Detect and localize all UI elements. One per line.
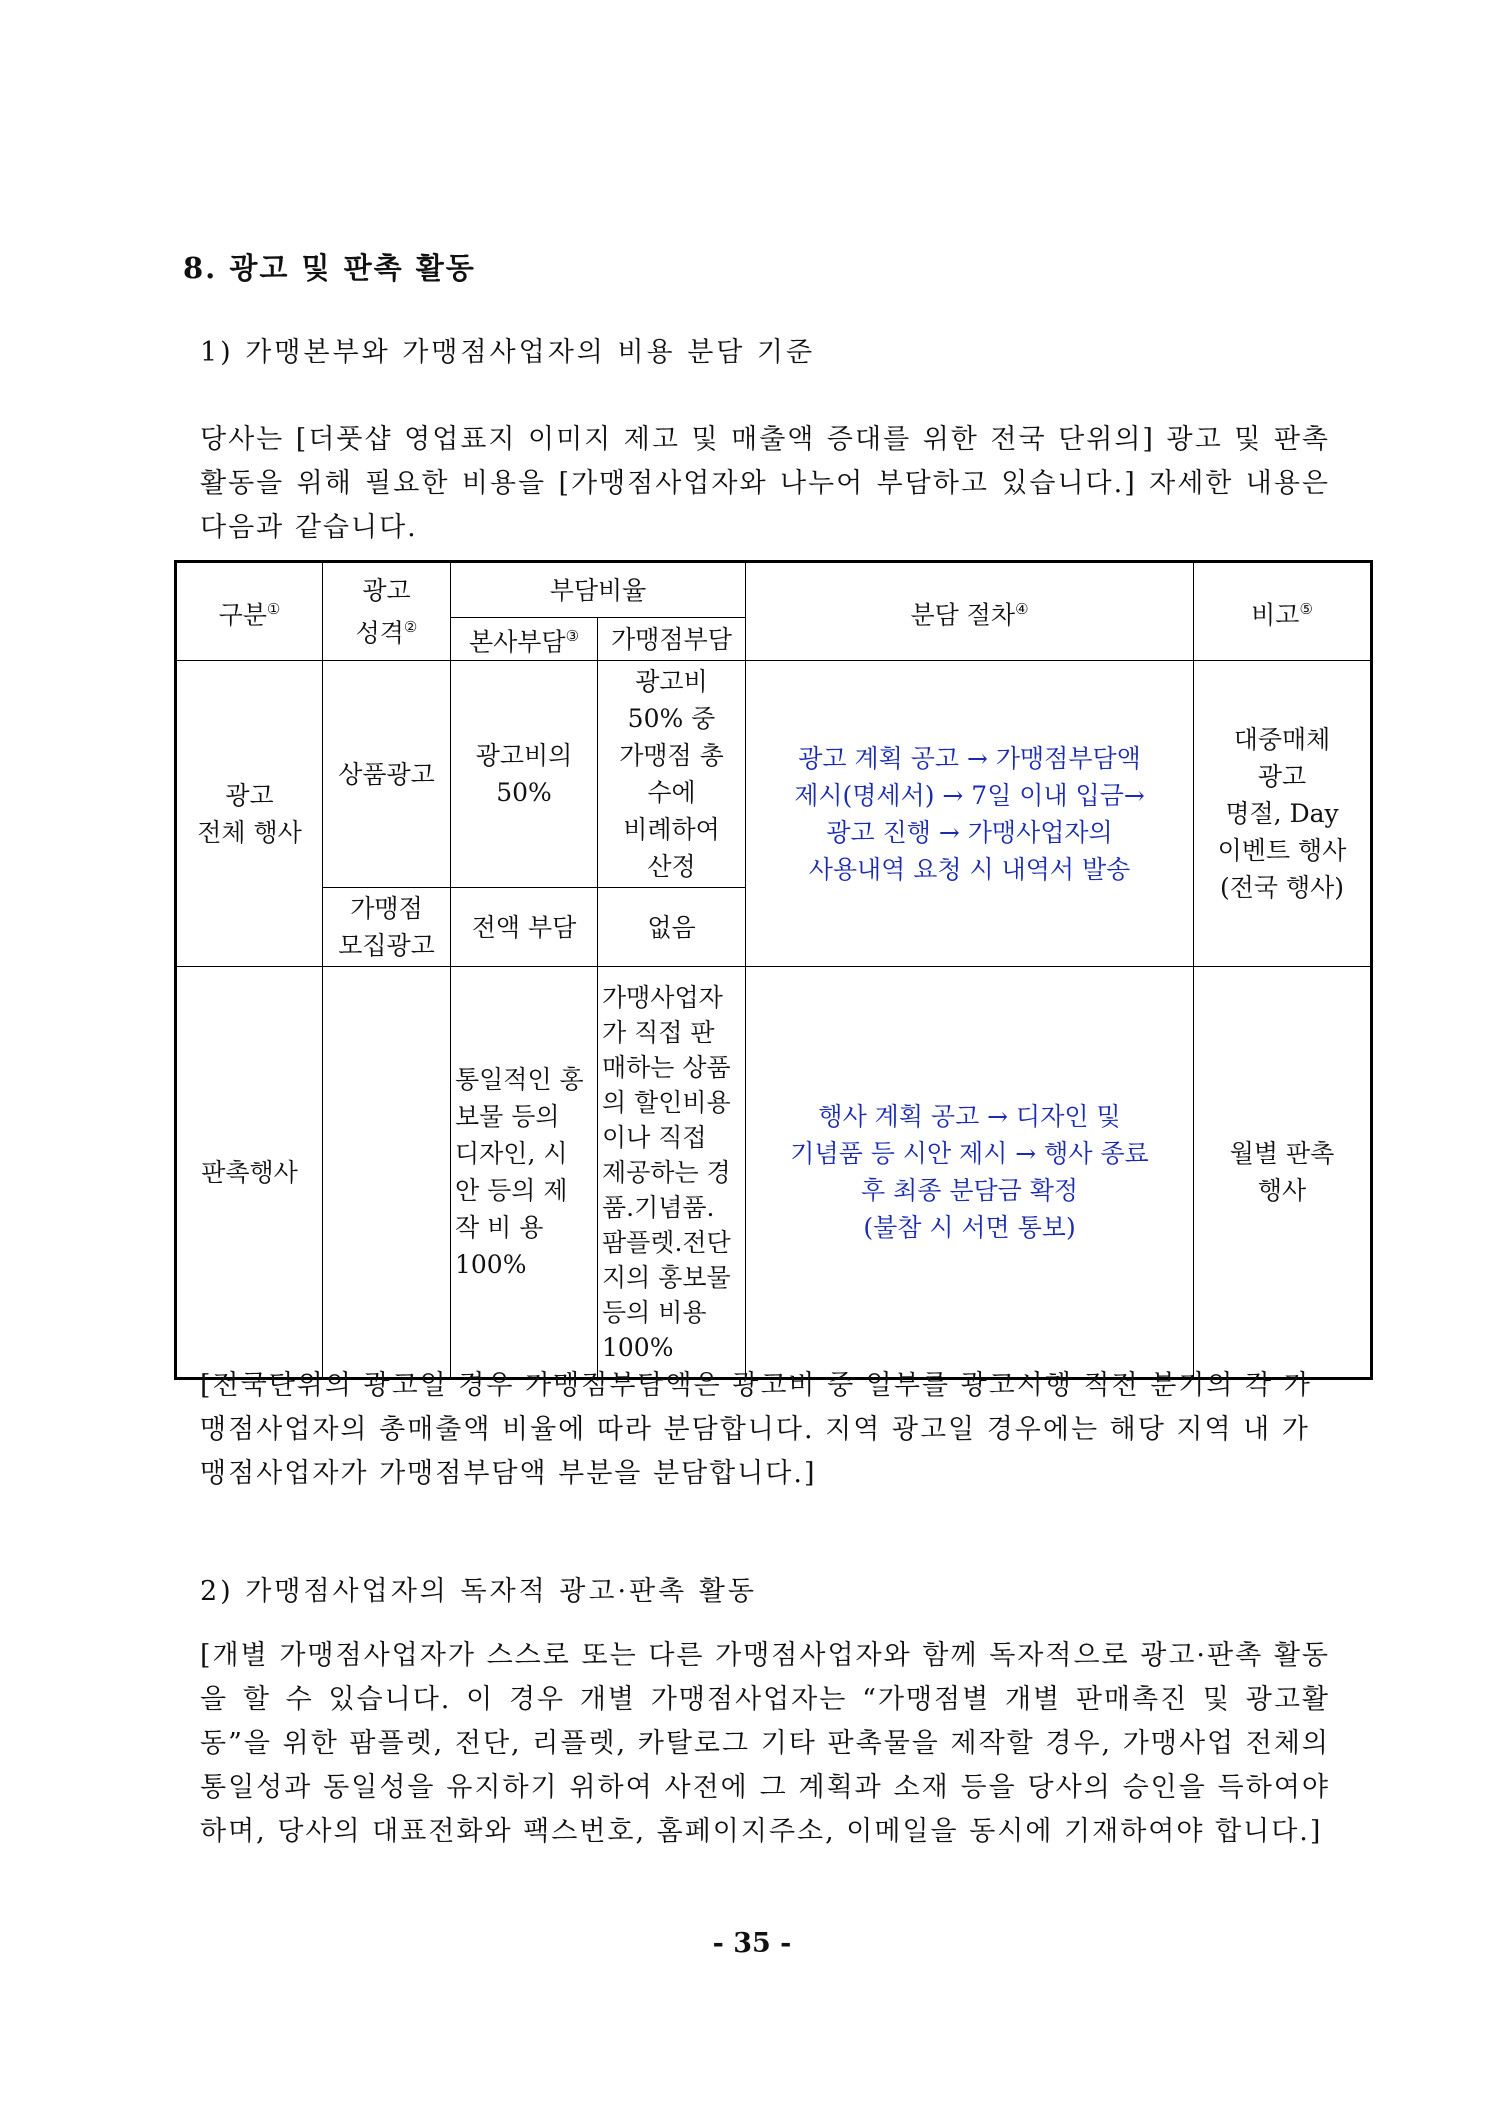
row2-hq-share: 전액 부담 — [451, 888, 598, 967]
row1-category: 광고 전체 행사 — [176, 661, 323, 967]
row1-hq-share: 광고비의 50% — [451, 661, 598, 888]
row1-procedure: 광고 계획 공고 → 가맹점부담액 제시(명세서) → 7일 이내 입금→ 광고 진행 → 가맹사업자의 사용내역 요청 시 내역서 발송 — [746, 661, 1194, 967]
row1-remarks: 대중매체 광고 명절, Day 이벤트 행사 (전국 행사) — [1194, 661, 1372, 967]
subsection-2-paragraph: [개별 가맹점사업자가 스스로 또는 다른 가맹점사업자와 함께 독자적으로 광고·판촉 활동을 할 수 있습니다. 이 경우 개별 가맹점사업자는 “가맹점별 개별 판매촉진 및 광고활동”을 위한 팜플렛, 전단, 리플렛, 카탈로그 기타 판촉물을 제작할 경우, 가맹사업 전체의 통일성과 동일성을 유지하기 위하여 사전에 그 계획과 소재 등을 당사의 승인을 득하여야 하며, 당사의 대표전화와 팩스번호, 홈페이지주소, 이메일을 동시에 기재하여야 합니다.] — [200, 1640, 1330, 1847]
subsection-2-title: 2) 가맹점사업자의 독자적 광고·판촉 활동 — [200, 1576, 757, 1607]
row3-remarks: 월별 판촉 행사 — [1194, 967, 1372, 1379]
header-franchisee-share: 가맹점부담 — [598, 618, 746, 661]
intro-paragraph: 당사는 [더풋샵 영업표지 이미지 제고 및 매출액 증대를 위한 전국 단위의] 광고 및 판촉 활동을 위해 필요한 비용을 [가맹점사업자와 나누어 부담하고 있습니다.] 자세한 내용은 다음과 같습니다. — [200, 424, 1330, 543]
header-category: 구분① — [176, 562, 323, 661]
row3-franchisee-share: 가맹사업자 가 직접 판 매하는 상품 의 할인비용 이나 직접 제공하는 경 품.기념품. 팜플렛.전단 지의 홍보물 등의 비용 100% — [598, 967, 746, 1379]
row3-category: 판촉행사 — [176, 967, 323, 1379]
header-hq-share: 본사부담③ — [451, 618, 598, 661]
header-ad-type: 광고 성격② — [323, 562, 451, 661]
header-remarks: 비고⑤ — [1194, 562, 1372, 661]
table-footnote: [전국단위의 광고일 경우 가맹점부담액은 광고비 중 일부를 광고시행 직전 분기의 각 가맹점사업자의 총매출액 비율에 따라 분담합니다. 지역 광고일 경우에는 해당 지역 내 가맹점사업자가 가맹점부담액 부분을 분담합니다.] — [200, 1370, 1312, 1489]
row1-franchisee-share: 광고비 50% 중 가맹점 총 수에 비례하여 산정 — [598, 661, 746, 888]
row2-ad-type: 가맹점 모집광고 — [323, 888, 451, 967]
row2-franchisee-share: 없음 — [598, 888, 746, 967]
header-procedure: 분담 절차④ — [746, 562, 1194, 661]
page-number: - 35 - — [712, 1928, 792, 1959]
row3-ad-type — [323, 967, 451, 1379]
section-title: 8. 광고 및 판촉 활동 — [183, 251, 476, 285]
subsection-1-title: 1) 가맹본부와 가맹점사업자의 비용 분담 기준 — [200, 337, 816, 368]
header-burden-ratio: 부담비율 — [451, 562, 746, 618]
row3-procedure: 행사 계획 공고 → 디자인 및 기념품 등 시안 제시 → 행사 종료 후 최종 분담금 확정 (불참 시 서면 통보) — [746, 967, 1194, 1379]
row3-hq-share: 통일적인 홍 보물 등의 디자인, 시 안 등의 제 작 비 용 100% — [451, 967, 598, 1379]
row1-ad-type: 상품광고 — [323, 661, 451, 888]
cost-sharing-table — [174, 560, 1373, 1380]
